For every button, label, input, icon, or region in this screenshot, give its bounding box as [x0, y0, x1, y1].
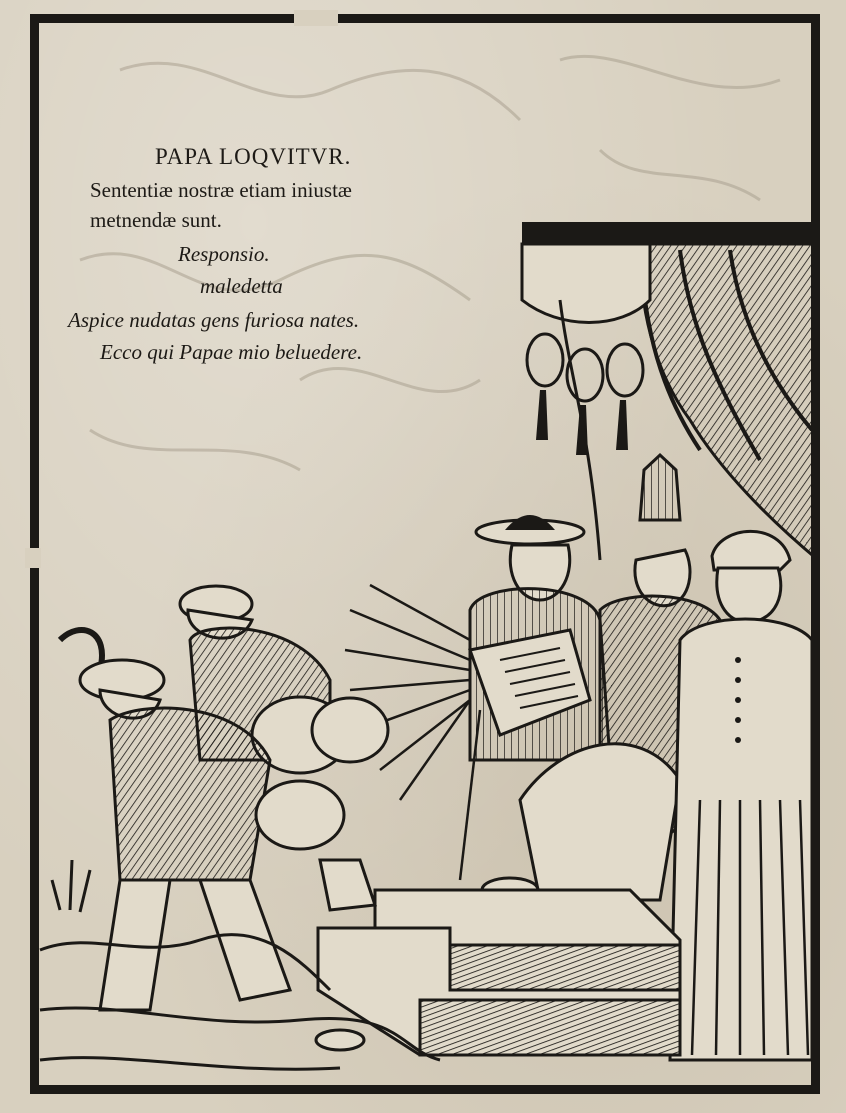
border-gap-top: [294, 10, 338, 26]
inscription-line-1: Sententiæ nostræ etiam iniustæ: [90, 178, 352, 202]
inscription-line-6: Ecco qui Papae mio beluedere.: [100, 340, 363, 364]
inscription-line-5: Aspice nudatas gens furiosa nates.: [68, 308, 360, 332]
inscription-line-3: Responsio.: [178, 242, 270, 266]
border-gap-left: [25, 548, 41, 568]
print-border: [30, 14, 820, 1094]
inscription-line-4: maledetta: [200, 274, 283, 298]
inscription-title: PAPA LOQVITVR.: [155, 144, 352, 169]
inscription-line-2: metnendæ sunt.: [90, 208, 222, 232]
